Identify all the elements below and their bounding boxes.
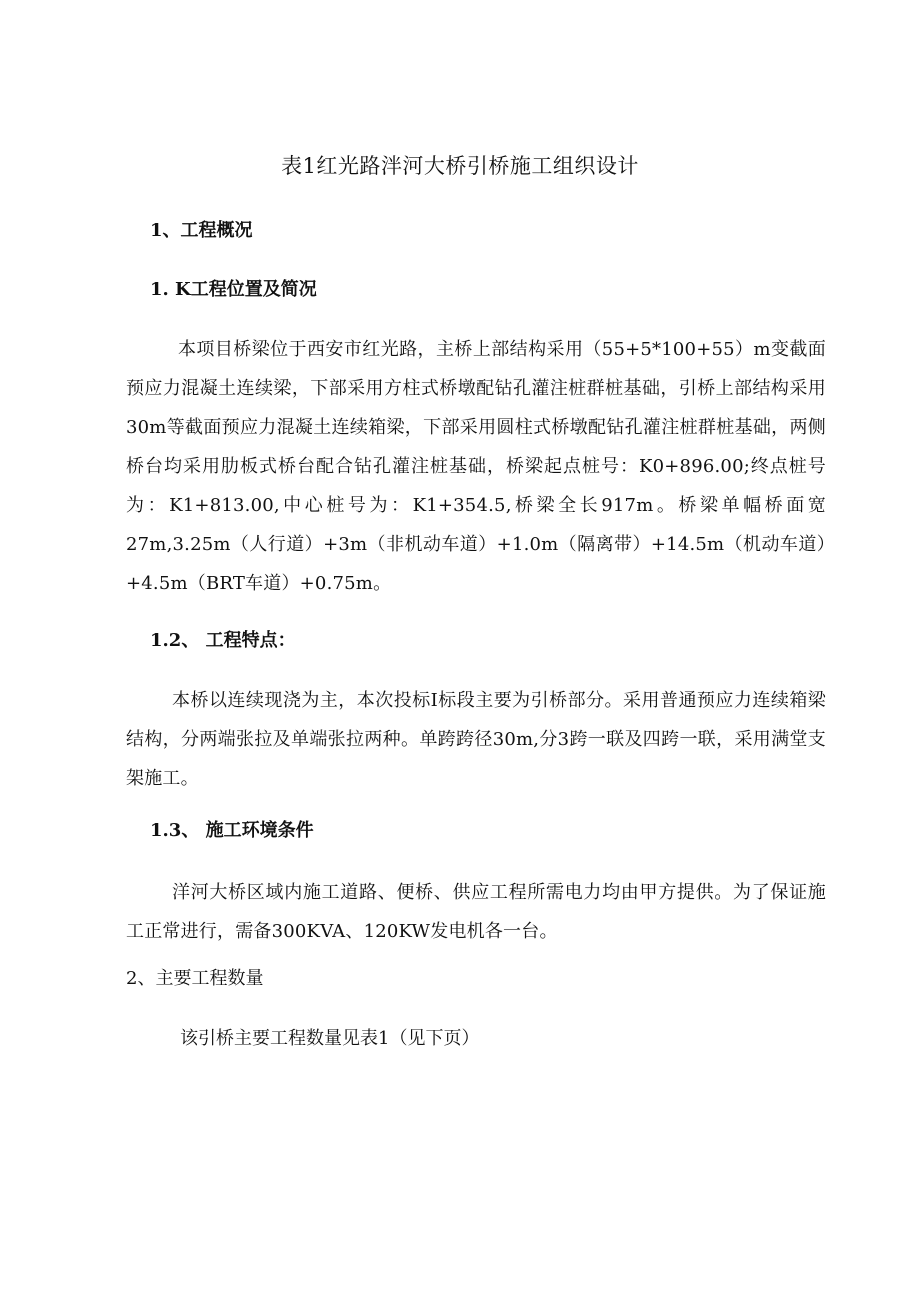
section-1-3-heading: 1.3、 施工环境条件: [150, 820, 314, 841]
section-1-1-body: 本项目桥梁位于西安市红光路，主桥上部结构采用（55+5*100+55）m变截面预应力混凝土连续梁，下部采用方柱式桥墩配钻孔灌注桩群桩基础，引桥上部结构采用30m等截面预应力混凝土连续箱梁，下部采用圆柱式桥墩配钻孔灌注桩群桩基础，两侧桥台均采用肋板式桥台配合钻孔灌注桩基础，桥梁起点桩号：K0+896.00;终点桩号为：K1+813.00,中心桩号为：K1+354.5,桥梁全长917m。桥梁单幅桥面宽27m,3.25m（人行道）+3m（非机动车道）+1.0m（隔离带）+14.5m（机动车道）+4.5m（BRT车道）+0.75m。: [126, 339, 826, 594]
section-2-body: 该引桥主要工程数量见表1（见下页）: [180, 1028, 480, 1049]
section-1-2-body: 本桥以连续现浇为主，本次投标I标段主要为引桥部分。采用普通预应力连续箱梁结构，分两端张拉及单端张拉两种。单跨跨径30m,分3跨一联及四跨一联，采用满堂支架施工。: [126, 690, 826, 789]
section-1-2-heading: 1.2、 工程特点：: [150, 630, 296, 651]
section-1-1-heading: 1. K工程位置及简况: [150, 279, 317, 300]
section-1-3-body: 洋河大桥区域内施工道路、便桥、供应工程所需电力均由甲方提供。为了保证施工正常进行，需备300KVA、120KW发电机各一台。: [126, 882, 826, 942]
section-2-heading: 2、主要工程数量: [126, 968, 264, 989]
section-1-heading: 1、工程概况: [150, 220, 253, 241]
document-title: 表1红光路泮河大桥引桥施工组织设计: [281, 154, 639, 178]
